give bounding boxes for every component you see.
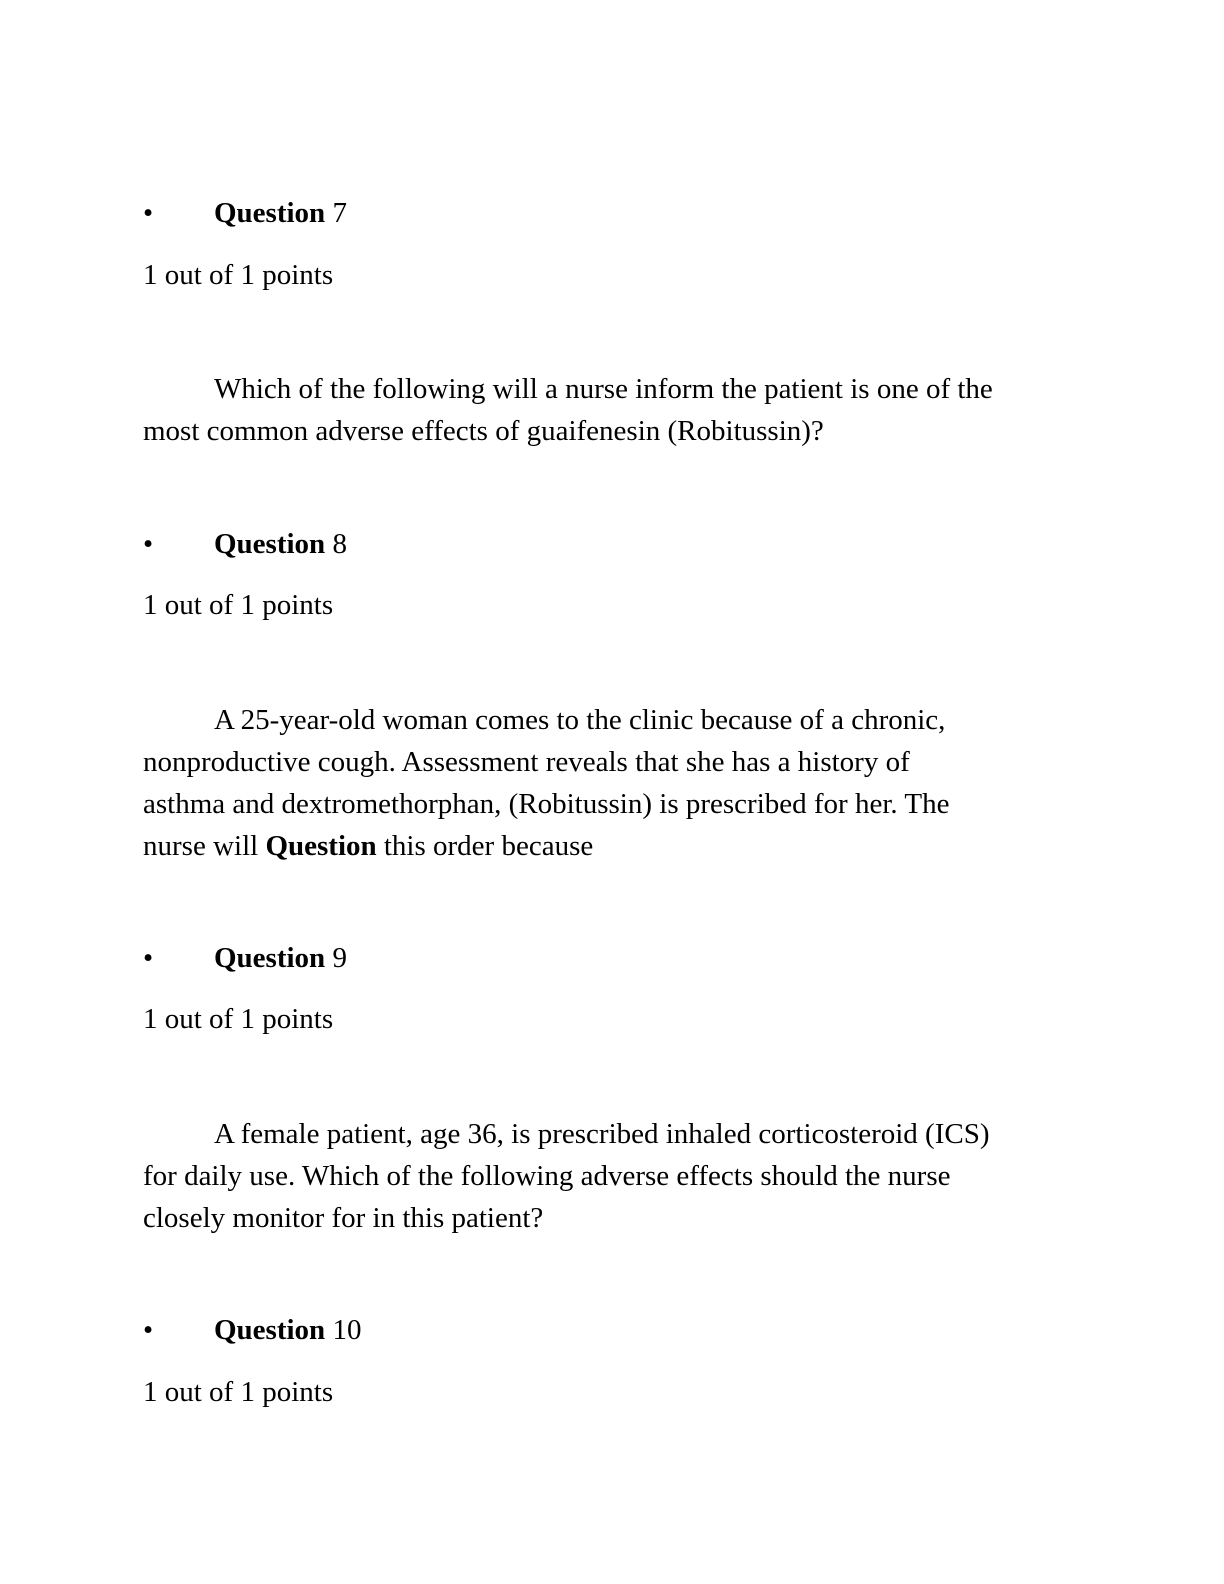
question-text-line: A 25-year-old woman comes to the clinic because of a chronic,	[214, 704, 946, 736]
points-text: 1 out of 1 points	[143, 1376, 334, 1408]
question-heading	[214, 937, 347, 979]
bullet-icon: •	[143, 1314, 154, 1346]
question-number: 7	[332, 197, 347, 229]
question-label: Question	[214, 197, 326, 229]
question-heading	[214, 1309, 361, 1351]
question-heading	[214, 192, 347, 234]
question-label: Question	[214, 528, 326, 560]
bullet-icon: •	[143, 942, 154, 974]
question-text	[143, 699, 1083, 867]
text-run: nurse will	[143, 830, 266, 862]
question-label: Question	[214, 942, 326, 974]
points-text: 1 out of 1 points	[143, 259, 334, 291]
question-number: 8	[332, 528, 347, 560]
bullet-icon: •	[143, 197, 154, 229]
question-text-line: most common adverse effects of guaifenesin (Robitussin)?	[143, 415, 824, 447]
question-text-line: nonproductive cough. Assessment reveals that she has a history of	[143, 746, 910, 778]
question-number: 9	[332, 942, 347, 974]
question-text	[143, 1113, 1083, 1239]
question-number: 10	[332, 1314, 362, 1346]
question-label: Question	[214, 1314, 326, 1346]
bullet-icon: •	[143, 528, 154, 560]
question-text-line: A female patient, age 36, is prescribed inhaled corticosteroid (ICS)	[214, 1118, 990, 1150]
question-text-line: Which of the following will a nurse inform the patient is one of the	[214, 373, 993, 405]
question-text	[143, 368, 1083, 452]
question-text-line: for daily use. Which of the following adverse effects should the nurse	[143, 1160, 951, 1192]
points-text: 1 out of 1 points	[143, 589, 334, 621]
bold-text-run: Question	[265, 830, 377, 862]
question-text-line	[143, 825, 1083, 867]
question-text-line: asthma and dextromethorphan, (Robitussin) is prescribed for her. The	[143, 788, 950, 820]
question-text-line: closely monitor for in this patient?	[143, 1202, 544, 1234]
text-run: this order because	[376, 830, 594, 862]
question-heading	[214, 523, 347, 565]
points-text: 1 out of 1 points	[143, 1003, 334, 1035]
